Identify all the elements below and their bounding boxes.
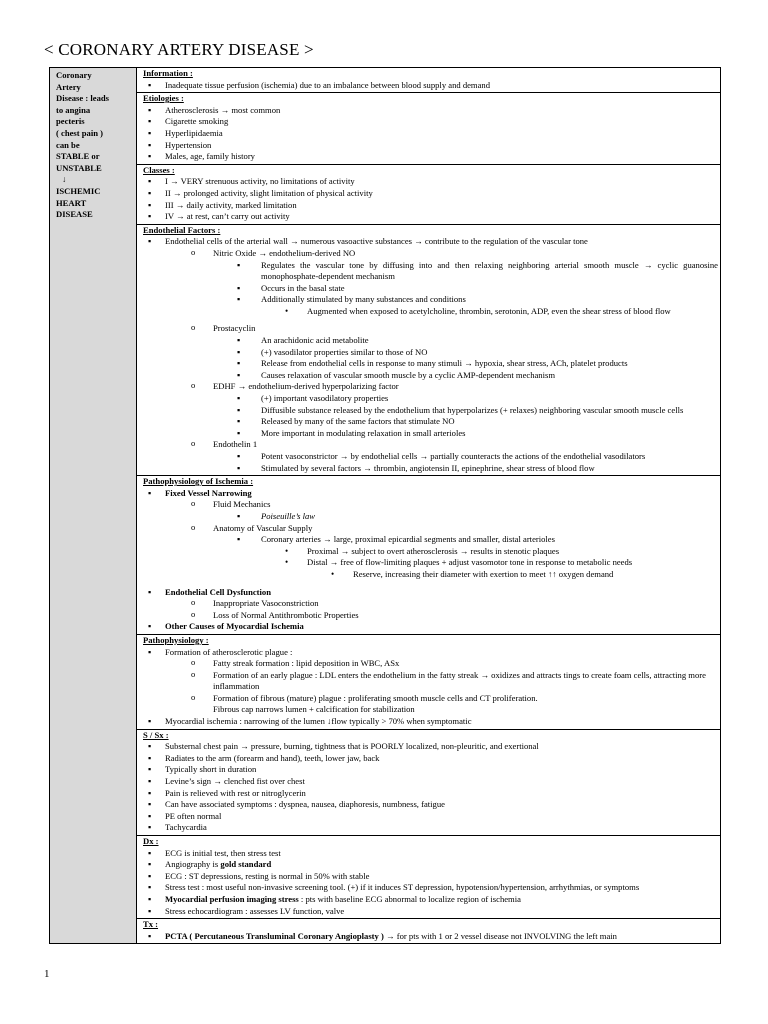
list-item: ▪ Stress echocardiogram : assesses LV function, valve xyxy=(143,906,718,918)
section-pathophysiology xyxy=(137,635,720,730)
list-item: o Endothelin 1 xyxy=(143,439,718,451)
list-item: ▪ Endothelial cells of the arterial wall → numerous vasoactive substances → contribute to the regulation of the vascular tone xyxy=(143,236,718,248)
list-item: ▪ III → daily activity, marked limitation xyxy=(143,200,718,212)
text-run-bold: Myocardial perfusion imaging stress xyxy=(165,893,299,904)
list-item: ▪ Substernal chest pain → pressure, burning, tightness that is POORLY localized, non-pleuritic, and exertional xyxy=(143,741,718,753)
list-item: ▪ Tachycardia xyxy=(143,822,718,834)
left-line: UNSTABLE xyxy=(56,162,102,173)
left-line: ( chest pain ) xyxy=(56,127,104,138)
left-line: Artery xyxy=(56,81,81,92)
list-item xyxy=(143,894,718,906)
left-line: STABLE or xyxy=(56,151,100,162)
left-line: DISEASE xyxy=(56,209,93,220)
text-run-bold: gold standard xyxy=(220,859,272,870)
left-line: can be xyxy=(56,139,80,150)
list-item: ▪ (+) important vasodilatory properties xyxy=(143,393,718,405)
left-line: Coronary xyxy=(56,70,92,80)
list-item: • Proximal → subject to overt atherosclerosis → results in stenotic plaques xyxy=(143,546,718,558)
section-endothelial-factors xyxy=(137,225,720,476)
list-item: • Reserve, increasing their diameter with exertion to meet ↑↑ oxygen demand xyxy=(189,569,718,581)
list-item: o Anatomy of Vascular Supply xyxy=(143,523,718,535)
list-item: o EDHF → endothelium-derived hyperpolarizing factor xyxy=(143,381,718,393)
left-line: Disease : leads xyxy=(56,93,109,104)
list-item: ▪ (+) vasodilator properties similar to those of NO xyxy=(143,347,718,359)
list-item: ▪ Can have associated symptoms : dyspnea, nausea, diaphoresis, numbness, fatigue xyxy=(143,799,718,811)
list-item: o Fluid Mechanics xyxy=(143,499,718,511)
section-heading: Dx : xyxy=(143,836,159,846)
list-item: • Distal → free of flow-limiting plaques + adjust vasomotor tone in response to metabolic needs xyxy=(143,557,718,569)
right-column xyxy=(137,68,721,944)
section-information xyxy=(137,68,720,93)
list-item: ▪ Formation of atherosclerotic plague : xyxy=(143,647,718,659)
document-title: < CORONARY ARTERY DISEASE > xyxy=(44,40,314,59)
list-item: ▪ ECG : ST depressions, resting is normal in 50% with stable xyxy=(143,871,718,883)
section-heading: Classes : xyxy=(143,164,175,175)
list-item: ▪ PE often normal xyxy=(143,811,718,823)
list-item: ▪ Released by many of the same factors that stimulate NO xyxy=(143,416,718,428)
left-arrow: ↓ xyxy=(62,174,67,185)
section-heading: Endothelial Factors : xyxy=(143,224,221,235)
list-item: ▪ Causes relaxation of vascular smooth muscle by a cyclic AMP-dependent mechanism xyxy=(143,370,718,382)
list-item: ▪ Diffusible substance released by the endothelium that hyperpolarizes (+ relaxes) neighboring vascular smooth muscle cells xyxy=(143,405,718,417)
continuation-line: Fibrous cap narrows lumen + calcification for stabilization xyxy=(213,704,415,715)
list-item: ▪ ECG is initial test, then stress test xyxy=(143,848,718,860)
section-signs-symptoms xyxy=(137,730,720,836)
list-item: o Inappropriate Vasoconstriction xyxy=(143,598,718,610)
text-run: → for pts with 1 or 2 vessel disease not INVOLVING the left main xyxy=(383,930,617,941)
list-item: o Loss of Normal Antithrombotic Properties xyxy=(143,610,718,622)
list-item: ▪ I → VERY strenuous activity, no limitations of activity xyxy=(143,176,718,188)
text-run: Angiography is xyxy=(165,859,221,870)
section-heading: S / Sx : xyxy=(143,729,169,740)
notes-table xyxy=(49,67,721,944)
left-line: pecteris xyxy=(56,116,85,127)
section-diagnosis xyxy=(137,836,720,919)
section-heading: Pathophysiology of Ischemia : xyxy=(143,476,254,487)
list-item: ▪ Hypertension xyxy=(143,140,718,152)
list-item: o Nitric Oxide → endothelium-derived NO xyxy=(143,248,718,260)
list-item: o Formation of an early plague : LDL enters the endothelium in the fatty streak → oxidizes and attracts tings to create foam cells, attracting more inflammation xyxy=(143,670,718,693)
section-treatment xyxy=(137,919,720,943)
list-item: ▪ Radiates to the arm (forearm and hand), teeth, lower jaw, back xyxy=(143,753,718,765)
section-etiologies xyxy=(137,93,720,165)
list-item: ▪ Potent vasoconstrictor → by endothelial cells → partially counteracts the actions of the endothelial vasodilators xyxy=(143,451,718,463)
list-item: ▪ Myocardial ischemia : narrowing of the lumen ↓flow typically > 70% when symptomatic xyxy=(143,716,718,728)
list-item: ▪ Males, age, family history xyxy=(143,151,718,163)
list-item: o Fatty streak formation : lipid deposition in WBC, ASx xyxy=(143,658,718,670)
text-run-bold: PCTA ( Percutaneous Transluminal Coronary Angioplasty ) xyxy=(165,930,384,941)
list-item: • Augmented when exposed to acetylcholine, thrombin, serotonin, ADP, even the shear stress of blood flow xyxy=(143,306,718,318)
list-item: o Prostacyclin xyxy=(143,323,718,335)
list-item: ▪ Occurs in the basal state xyxy=(143,283,718,295)
list-item: o Formation of fibrous (mature) plague : proliferating smooth muscle cells and CT proliferation. xyxy=(143,693,718,705)
section-heading: Tx : xyxy=(143,919,159,930)
list-item: ▪ Other Causes of Myocardial Ischemia xyxy=(143,621,718,633)
list-item: ▪ Inadequate tissue perfusion (ischemia) due to an imbalance between blood supply and demand xyxy=(143,80,718,92)
list-item: ▪ Coronary arteries → large, proximal epicardial segments and smaller, distal arterioles xyxy=(143,534,718,546)
section-heading: Etiologies : xyxy=(143,93,184,104)
list-item: ▪ Stimulated by several factors → thrombin, angiotensin II, epinephrine, shear stress of blood flow xyxy=(143,463,718,475)
list-item: ▪ Endothelial Cell Dysfunction xyxy=(143,587,718,599)
left-line: HEART xyxy=(56,197,87,208)
left-line: to angina xyxy=(56,104,91,115)
list-item: ▪ IV → at rest, can’t carry out activity xyxy=(143,211,718,223)
text-run: : pts with baseline ECG abnormal to localize region of ischemia xyxy=(298,893,521,904)
list-item: ▪ Atherosclerosis → most common xyxy=(143,105,718,117)
list-item xyxy=(143,859,718,871)
list-item: ▪ Typically short in duration xyxy=(143,764,718,776)
list-item: ▪ Regulates the vascular tone by diffusing into and then relaxing neighboring arterial smooth muscle → cyclic guanosine monophosphate-dependent mechanism xyxy=(143,260,718,283)
list-item: ▪ An arachidonic acid metabolite xyxy=(143,335,718,347)
left-column xyxy=(50,68,137,944)
list-item: ▪ More important in modulating relaxation in small arterioles xyxy=(143,428,718,440)
list-item: ▪ Release from endothelial cells in response to many stimuli → hypoxia, shear stress, ACh, platelet products xyxy=(143,358,718,370)
list-item: ▪ Additionally stimulated by many substances and conditions xyxy=(143,294,718,306)
list-item: ▪ Hyperlipidaemia xyxy=(143,128,718,140)
section-heading: Pathophysiology : xyxy=(143,634,209,645)
list-item: ▪ Poiseuille’s law xyxy=(143,511,718,523)
section-heading: Information : xyxy=(143,68,193,78)
page-number: 1 xyxy=(44,968,50,980)
left-line: ISCHEMIC xyxy=(56,185,101,196)
list-item: ▪ Cigarette smoking xyxy=(143,116,718,128)
list-item: ▪ II → prolonged activity, slight limitation of physical activity xyxy=(143,188,718,200)
list-item: ▪ Levine’s sign → clenched fist over chest xyxy=(143,776,718,788)
section-classes xyxy=(137,165,720,225)
section-pathophysiology-ischemia xyxy=(137,476,720,635)
list-item: ▪ Stress test : most useful non-invasive screening tool. (+) if it induces ST depression, hypotension/hypertension, arrhythmias, or symptoms xyxy=(143,882,718,894)
list-item: ▪ Fixed Vessel Narrowing xyxy=(143,488,718,500)
list-item xyxy=(143,931,718,943)
list-item: ▪ Pain is relieved with rest or nitroglycerin xyxy=(143,788,718,800)
